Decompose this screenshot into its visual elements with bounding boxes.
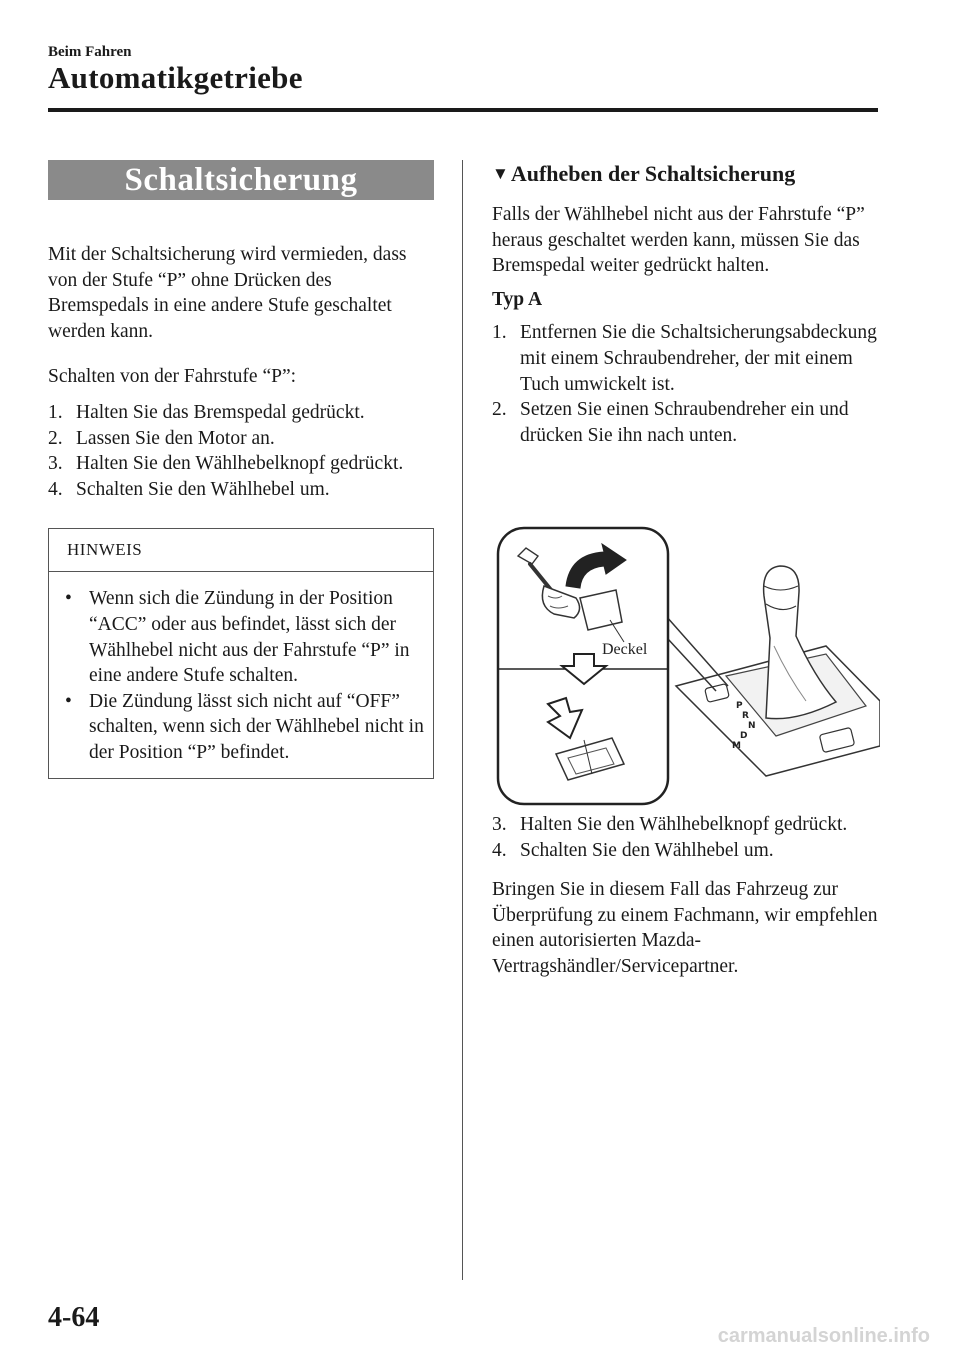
note-box (48, 528, 434, 778)
note-heading: HINWEIS (49, 529, 433, 572)
breadcrumb: Beim Fahren (48, 44, 132, 60)
note-text: Die Zündung lässt sich nicht auf “OFF” schalten, wenn sich der Wählhebel nicht in der Position “P” befindet. (89, 690, 424, 763)
list-item (48, 400, 434, 426)
step-text: Schalten Sie den Wählhebel um. (76, 478, 330, 500)
steps-list-b (492, 812, 882, 863)
list-item (492, 397, 882, 448)
step-number: 1. (492, 322, 507, 344)
steps-list-a (492, 320, 882, 448)
gate-letter-r: R (742, 711, 749, 721)
step-text: Setzen Sie einen Schraubendreher ein und drücken Sie ihn nach unten. (520, 399, 849, 446)
shift-lock-figure (496, 526, 880, 806)
step-number: 3. (48, 453, 63, 475)
list-item (492, 838, 882, 864)
step-text: Entfernen Sie die Schaltsicherungsabdeckung mit einem Schraubendreher, der mit einem Tuch umwickelt ist. (520, 322, 877, 395)
steps-intro: Schalten von der Fahrstufe “P”: (48, 366, 297, 388)
left-column (48, 160, 434, 779)
closing-paragraph: Bringen Sie in diesem Fall das Fahrzeug zur Überprüfung zu einem Fachmann, wir empfehlen einen autorisierten Mazda-Vertragshändler/Servicepartner. (492, 879, 878, 977)
list-item (48, 477, 434, 503)
gate-letter-d: D (740, 731, 748, 741)
steps-list (48, 400, 434, 502)
step-number: 1. (48, 401, 63, 423)
shift-lock-illustration (496, 526, 880, 806)
header-rule (48, 108, 878, 112)
gate-letter-p: P (736, 701, 743, 711)
note-text: Wenn sich die Zündung in der Position “ACC” oder aus befindet, lässt sich der Wählhebel nicht aus der Fahrstufe “P” in eine andere Stufe schalten. (89, 588, 410, 687)
list-item (48, 426, 434, 452)
gate-letter-n: N (748, 721, 756, 731)
triangle-down-icon: ▼ (492, 164, 509, 183)
step-number: 4. (492, 839, 507, 861)
step-text: Halten Sie das Bremspedal gedrückt. (76, 401, 365, 423)
step-text: Halten Sie den Wählhebelknopf gedrückt. (520, 814, 848, 835)
step-text: Lassen Sie den Motor an. (76, 427, 275, 449)
bullet-icon: • (65, 690, 72, 712)
step-number: 3. (492, 814, 507, 835)
page-number: 4-64 (48, 1302, 100, 1333)
step-number: 2. (48, 427, 63, 449)
subsection-title-text: Aufheben der Schaltsicherung (510, 161, 796, 186)
right-column-lower (492, 812, 882, 980)
step-text: Schalten Sie den Wählhebel um. (520, 839, 774, 861)
step-number: 4. (48, 478, 63, 500)
right-intro: Falls der Wählhebel nicht aus der Fahrstufe “P” heraus geschaltet werden kann, müssen Sie das Bremspedal weiter gedrückt halten. (492, 204, 865, 277)
step-number: 2. (492, 399, 507, 421)
bullet-icon: • (65, 588, 72, 610)
list-item (492, 812, 882, 838)
list-item (48, 451, 434, 477)
column-divider (462, 160, 463, 1280)
type-label: Typ A (492, 288, 543, 310)
watermark: carmanualsonline.info (717, 1325, 930, 1347)
gate-letter-m: M (732, 741, 741, 751)
step-text: Halten Sie den Wählhebelknopf gedrückt. (76, 453, 404, 475)
list-item (492, 320, 882, 397)
section-title: Schaltsicherung (48, 160, 434, 200)
intro-paragraph: Mit der Schaltsicherung wird vermieden, dass von der Stufe “P” ohne Drücken des Bremspedals in eine andere Stufe geschaltet werden kann. (48, 244, 407, 342)
subsection-title (492, 160, 882, 188)
note-item (63, 586, 425, 688)
note-item (63, 689, 425, 766)
chapter-title: Automatikgetriebe (48, 60, 303, 95)
cover-label: Deckel (602, 641, 648, 658)
right-column (492, 160, 882, 448)
